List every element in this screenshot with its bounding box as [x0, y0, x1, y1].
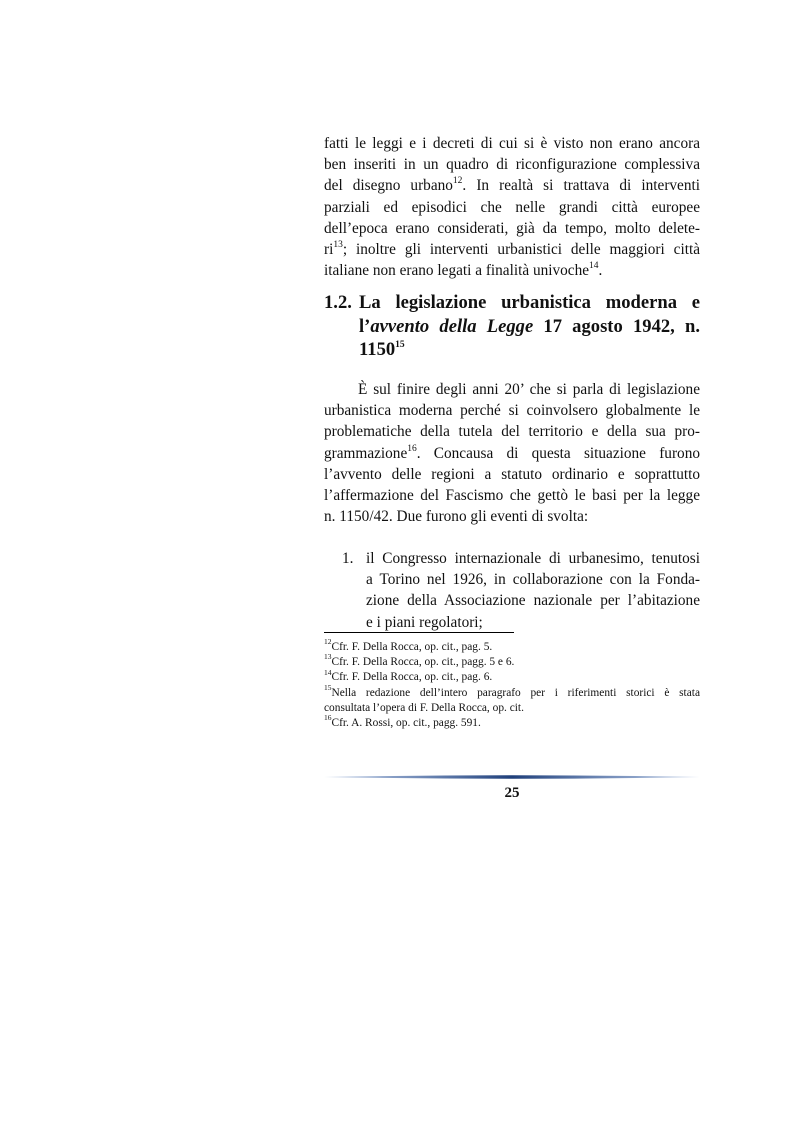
text-line: l’avvento delle regioni a statuto ordinario e soprattutto — [324, 465, 700, 483]
text-fragment: . Concausa di questa situazione furono — [416, 444, 700, 462]
text-fragment: italiane non erano legati a finalità univoche — [324, 262, 590, 280]
footnote-separator — [324, 632, 514, 633]
section-title — [359, 291, 700, 362]
footnote-ref[interactable]: 13 — [333, 239, 343, 250]
footnote-text: Cfr. A. Rossi, op. cit., pagg. 591. — [331, 717, 481, 730]
text-line — [324, 260, 700, 281]
footnote — [324, 637, 700, 655]
footnote-ref[interactable]: 15 — [395, 339, 405, 350]
text-line: dell’epoca erano considerati, già da tempo, molto delete- — [324, 219, 700, 237]
footnote-text: Cfr. F. Della Rocca, op. cit., pagg. 5 e 6. — [331, 656, 515, 669]
text-line: parziali ed episodici che nelle grandi città europee — [324, 198, 700, 216]
heading-fragment: 1150 — [359, 339, 396, 360]
page-number: 25 — [504, 785, 520, 801]
text-line — [324, 175, 700, 196]
footnote — [324, 652, 700, 670]
footnote-number: 14 — [324, 667, 332, 677]
footer-decorative-rule — [324, 774, 700, 780]
footnote — [324, 667, 700, 685]
text-line: problematiche della tutela del territorio e della sua pro- — [324, 423, 700, 441]
footnote-number: 13 — [324, 652, 332, 662]
text-line: n. 1150/42. Due furono gli eventi di svolta: — [324, 508, 589, 526]
heading-line — [359, 315, 700, 339]
footnote-continuation: consultata l’opera di F. Della Rocca, op. cit. — [324, 701, 524, 714]
list-marker: 1. — [342, 550, 354, 567]
text-line: e i piani regolatori; — [366, 613, 483, 631]
heading-line — [359, 338, 700, 362]
footnote-ref[interactable]: 16 — [407, 443, 417, 454]
footnote-text: Nella redazione dell’intero paragrafo per i riferimenti storici è stata — [331, 686, 700, 699]
text-line: a Torino nel 1926, in collaborazione con la Fonda- — [366, 571, 700, 589]
text-line: È sul finire degli anni 20’ che si parla di legislazione — [358, 381, 700, 398]
text-line: zione della Associazione nazionale per l’abitazione — [366, 592, 700, 610]
text-line: ben inseriti in un quadro di riconfigurazione complessiva — [324, 156, 700, 174]
text-fragment: . — [598, 262, 603, 280]
footnote-ref[interactable]: 12 — [452, 176, 463, 187]
text-line — [324, 443, 700, 464]
list-item-body — [366, 548, 700, 633]
text-fragment: ri — [324, 241, 334, 259]
intro-paragraph — [324, 133, 700, 281]
text-line: urbanistica moderna perché si coinvolsero globalmente le — [324, 402, 700, 420]
main-paragraph — [324, 379, 700, 527]
section-number: 1.2. — [324, 292, 352, 313]
text-fragment: del disegno urbano — [324, 177, 453, 195]
footnote-text: Cfr. F. Della Rocca, op. cit., pag. 5. — [331, 641, 493, 653]
footnotes — [324, 637, 700, 731]
text-line: l’affermazione del Fascismo che gettò le basi per la legge — [324, 487, 700, 505]
heading-fragment: 17 agosto 1942, n. — [533, 315, 700, 337]
text-fragment: grammazione — [324, 444, 408, 462]
footnote-ref[interactable]: 14 — [589, 261, 599, 272]
footnote-number: 15 — [324, 682, 332, 692]
text-fragment: . In realtà si trattava di interventi — [462, 177, 700, 195]
heading-line: La legislazione urbanistica moderna e — [359, 292, 700, 313]
footnote — [324, 713, 700, 731]
heading-fragment: l’ — [359, 315, 371, 337]
footnote-number: 12 — [324, 637, 332, 647]
footnote — [324, 682, 700, 701]
text-line: fatti le leggi e i decreti di cui si è visto non erano ancora — [324, 135, 700, 152]
text-fragment: ; inoltre gli interventi urbanistici delle maggiori città — [342, 241, 700, 259]
text-line — [324, 239, 700, 260]
document-page — [324, 0, 700, 1123]
text-line: il Congresso internazionale di urbanesimo, tenutosi — [366, 550, 700, 567]
heading-italic: avvento della Legge — [370, 315, 534, 337]
footnote-number: 16 — [324, 713, 332, 723]
footnote-text: Cfr. F. Della Rocca, op. cit., pag. 6. — [331, 671, 493, 684]
